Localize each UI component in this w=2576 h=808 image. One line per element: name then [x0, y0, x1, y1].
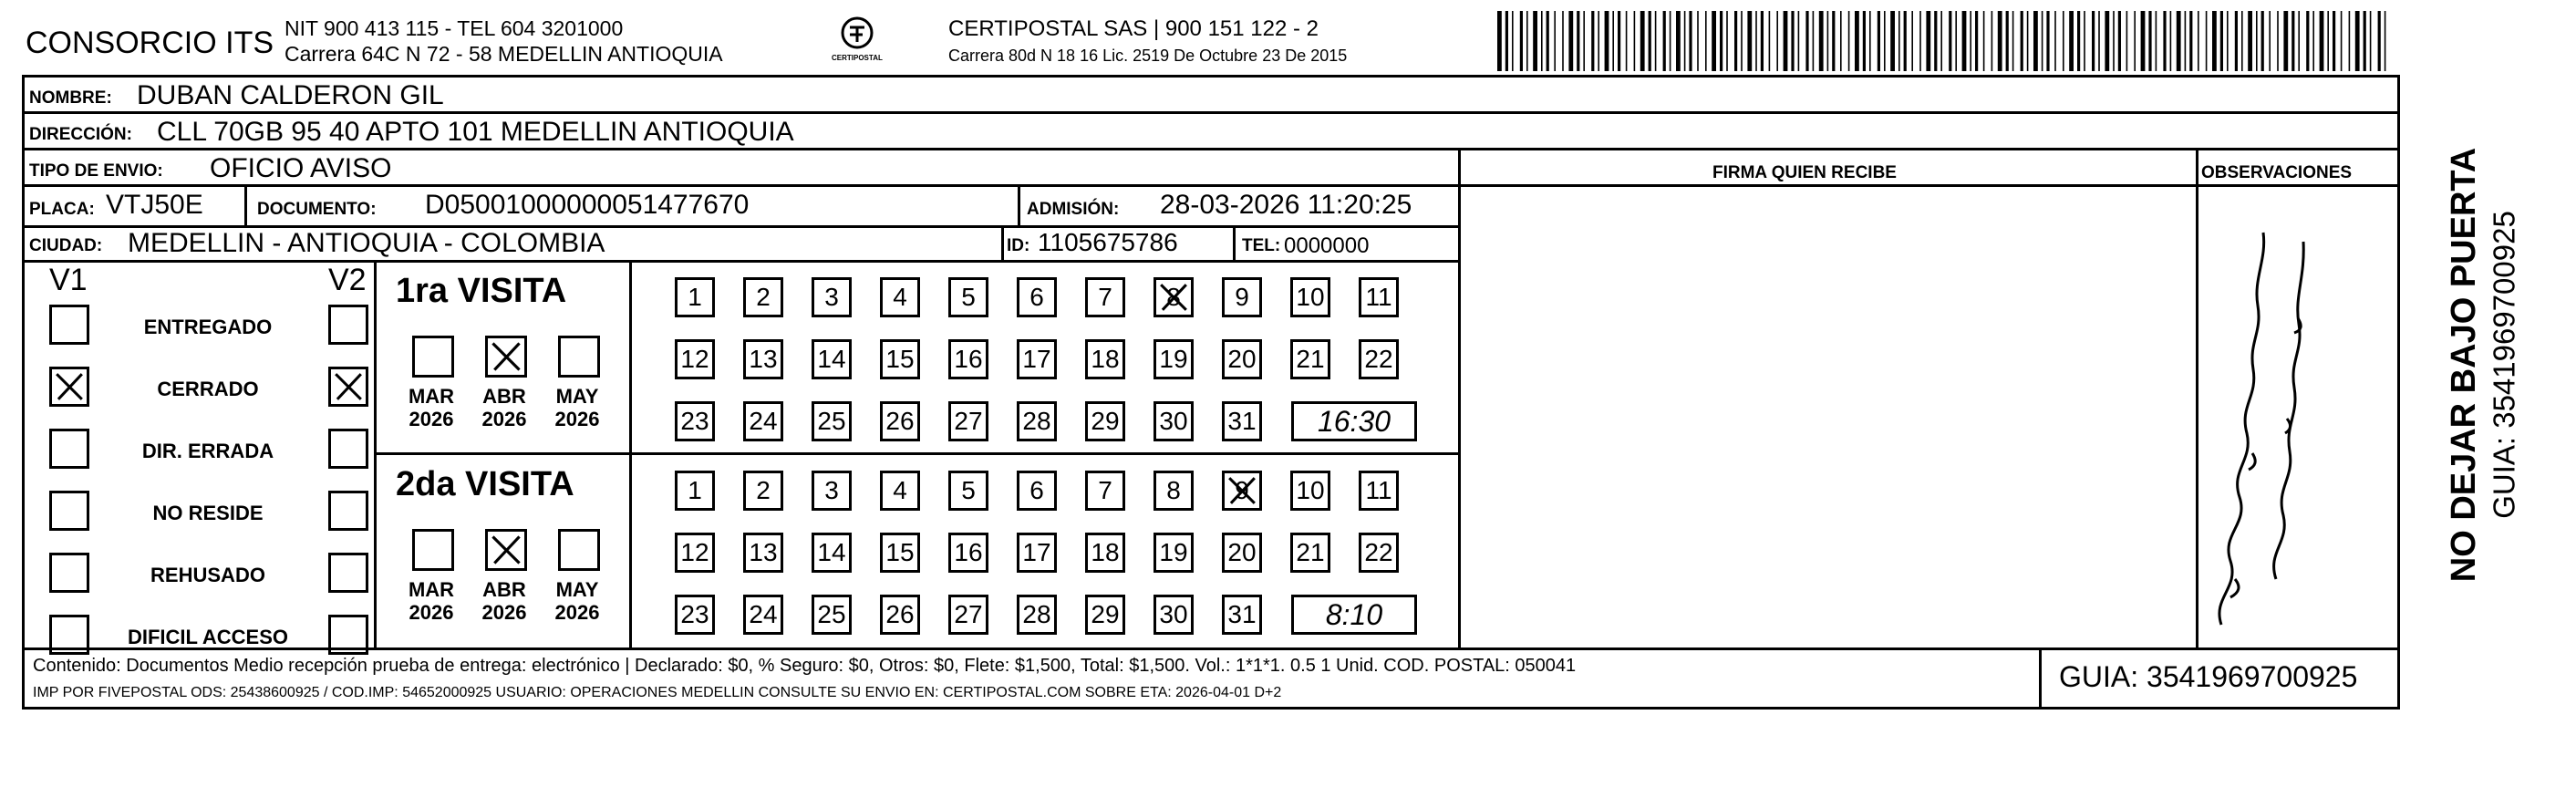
day-box[interactable] — [1359, 471, 1399, 511]
month-checkbox[interactable] — [485, 336, 527, 378]
status-label: DIR. ERRADA — [141, 440, 274, 462]
day-box[interactable] — [1085, 595, 1125, 635]
day-box[interactable] — [1017, 401, 1057, 441]
day-number: 5 — [961, 283, 976, 311]
certipostal-address: Carrera 80d N 18 16 Lic. 2519 De Octubre 23 De 2015 — [948, 47, 1348, 65]
visit-title: 2da VISITA — [396, 465, 574, 503]
day-box[interactable] — [1222, 339, 1262, 379]
day-box[interactable] — [675, 277, 715, 317]
tipo-envio-value: OFICIO AVISO — [210, 153, 392, 183]
day-number: 24 — [749, 600, 778, 628]
day-box[interactable] — [880, 339, 920, 379]
day-number: 29 — [1091, 600, 1120, 628]
visit-time: 8:10 — [1325, 598, 1383, 631]
day-number: 16 — [954, 538, 983, 566]
day-number: 14 — [817, 538, 846, 566]
firma-header: FIRMA QUIEN RECIBE — [1712, 163, 1897, 182]
day-number: 12 — [680, 345, 709, 373]
month-checkbox[interactable] — [485, 529, 527, 571]
day-number: 3 — [824, 476, 839, 504]
id-label: ID: — [1007, 236, 1030, 255]
direccion-value: CLL 70GB 95 40 APTO 101 MEDELLIN ANTIOQUIA — [157, 117, 794, 147]
day-number: 6 — [1029, 283, 1044, 311]
admision-label: ADMISIÓN: — [1027, 200, 1120, 219]
day-box[interactable] — [675, 401, 715, 441]
ciudad-label: CIUDAD: — [29, 236, 103, 255]
day-number: 25 — [817, 600, 846, 628]
day-box[interactable] — [1085, 401, 1125, 441]
day-number: 28 — [1022, 407, 1051, 435]
day-box[interactable] — [1359, 339, 1399, 379]
status-v2-checkbox[interactable] — [328, 429, 368, 469]
company-name: CONSORCIO ITS — [26, 26, 274, 60]
day-number: 13 — [749, 538, 778, 566]
month-year: 2026 — [554, 601, 600, 625]
day-box[interactable] — [880, 401, 920, 441]
day-number: 26 — [885, 600, 915, 628]
day-box[interactable] — [675, 595, 715, 635]
v2-header: V2 — [328, 263, 367, 297]
month-year: 2026 — [481, 408, 527, 431]
admision-value: 28-03-2026 11:20:25 — [1160, 190, 1412, 220]
day-box[interactable] — [1017, 595, 1057, 635]
day-box[interactable] — [743, 533, 783, 573]
day-box[interactable] — [880, 595, 920, 635]
day-number: 23 — [680, 600, 709, 628]
day-number: 29 — [1091, 407, 1120, 435]
status-v2-checkbox[interactable] — [328, 553, 368, 593]
day-box[interactable] — [743, 277, 783, 317]
tel-value: 0000000 — [1284, 233, 1370, 258]
day-number: 4 — [893, 283, 907, 311]
visit-time-box[interactable] — [1291, 401, 1417, 441]
month-label — [472, 578, 536, 625]
day-box[interactable] — [1085, 339, 1125, 379]
day-box[interactable] — [948, 595, 988, 635]
placa-value: VTJ50E — [106, 190, 203, 220]
day-box[interactable] — [880, 533, 920, 573]
day-number: 11 — [1365, 283, 1392, 311]
footer-imp: IMP POR FIVEPOSTAL ODS: 25438600925 / COD.IMP: 54652000925 USUARIO: OPERACIONES MEDELLIN CONSULTE SU ENVIO EN: CERTIPOSTAL.COM SOBRE ETA: 2026-04-01 D+2 — [33, 685, 1282, 700]
day-box[interactable] — [743, 595, 783, 635]
day-box[interactable] — [948, 277, 988, 317]
day-number: 9 — [1235, 476, 1249, 504]
day-box[interactable] — [1154, 471, 1194, 511]
day-box[interactable] — [812, 471, 852, 511]
day-number: 6 — [1029, 476, 1044, 504]
day-number: 10 — [1296, 283, 1325, 311]
day-number: 22 — [1364, 538, 1393, 566]
day-number: 17 — [1022, 345, 1051, 373]
placa-label: PLACA: — [29, 200, 95, 219]
day-box[interactable] — [948, 339, 988, 379]
tipo-envio-label: TIPO DE ENVIO: — [29, 161, 163, 181]
day-number: 7 — [1098, 476, 1112, 504]
certipostal-logo — [821, 15, 894, 69]
documento-label: DOCUMENTO: — [257, 200, 377, 219]
day-box[interactable] — [743, 401, 783, 441]
month-year: 2026 — [409, 408, 454, 431]
side-guia: GUIA: 3541969700925 — [2487, 211, 2521, 519]
day-number: 30 — [1159, 600, 1188, 628]
day-box[interactable] — [1085, 277, 1125, 317]
day-number: 30 — [1159, 407, 1188, 435]
documento-value: D05001000000051477670 — [425, 190, 750, 220]
day-number: 18 — [1091, 538, 1120, 566]
direccion-label: DIRECCIÓN: — [29, 125, 132, 144]
month-label — [399, 578, 463, 625]
day-box[interactable] — [1290, 277, 1330, 317]
day-box[interactable] — [1017, 277, 1057, 317]
day-number: 7 — [1098, 283, 1112, 311]
day-number: 2 — [756, 283, 771, 311]
day-box[interactable] — [1290, 339, 1330, 379]
day-box[interactable] — [1359, 277, 1399, 317]
day-box[interactable] — [1154, 277, 1194, 317]
day-number: 1 — [688, 476, 702, 504]
side-warning: NO DEJAR BAJO PUERTA — [2445, 147, 2483, 583]
day-number: 2 — [756, 476, 771, 504]
visit-title: 1ra VISITA — [396, 272, 567, 310]
day-box[interactable] — [812, 533, 852, 573]
month-year: 2026 — [554, 408, 600, 431]
day-number: 12 — [680, 538, 709, 566]
month-checkbox[interactable] — [412, 529, 454, 571]
day-box[interactable] — [1290, 471, 1330, 511]
id-value: 1105675786 — [1038, 228, 1178, 256]
day-box[interactable] — [1222, 401, 1262, 441]
month-label — [399, 385, 463, 431]
day-box[interactable] — [1154, 339, 1194, 379]
status-v2-checkbox[interactable] — [328, 367, 368, 407]
day-number: 25 — [817, 407, 846, 435]
logo-text: CERTIPOSTAL — [832, 54, 883, 62]
day-number: 18 — [1091, 345, 1120, 373]
month-label — [545, 578, 609, 625]
month-name: ABR — [482, 385, 526, 408]
day-number: 4 — [893, 476, 907, 504]
day-box[interactable] — [1085, 533, 1125, 573]
day-box[interactable] — [880, 471, 920, 511]
status-v1-checkbox[interactable] — [49, 615, 89, 655]
day-box[interactable] — [812, 595, 852, 635]
status-v1-checkbox[interactable] — [49, 429, 89, 469]
day-number: 20 — [1227, 345, 1257, 373]
tel-label: TEL: — [1242, 236, 1281, 255]
status-v1-checkbox[interactable] — [49, 491, 89, 531]
day-box[interactable] — [1154, 533, 1194, 573]
month-label — [472, 385, 536, 431]
day-box[interactable] — [948, 533, 988, 573]
day-number: 19 — [1159, 345, 1188, 373]
day-box[interactable] — [675, 339, 715, 379]
status-v1-checkbox[interactable] — [49, 367, 89, 407]
month-checkbox[interactable] — [558, 336, 600, 378]
certipostal-nit: CERTIPOSTAL SAS | 900 151 122 - 2 — [948, 16, 1319, 41]
month-label — [545, 385, 609, 431]
day-box[interactable] — [812, 339, 852, 379]
company-nit: NIT 900 413 115 - TEL 604 3201000 — [284, 16, 624, 40]
day-box[interactable] — [1222, 277, 1262, 317]
day-number: 8 — [1166, 476, 1181, 504]
day-number: 16 — [954, 345, 983, 373]
visit-time: 16:30 — [1317, 405, 1391, 438]
day-box[interactable] — [948, 401, 988, 441]
day-number: 11 — [1365, 476, 1392, 504]
status-v2-checkbox[interactable] — [328, 305, 368, 345]
day-number: 31 — [1227, 407, 1257, 435]
v1-header: V1 — [49, 263, 88, 297]
month-checkbox[interactable] — [558, 529, 600, 571]
footer-contenido: Contenido: Documentos Medio recepción prueba de entrega: electrónico | Declarado: $0, % Seguro: $0, Otros: $0, Flete: $1,500, Total: $1,500. Vol.: 1*1*1. 0.5 1 Unid. COD. POSTAL: 050041 — [33, 656, 1577, 676]
month-year: 2026 — [481, 601, 527, 625]
day-box[interactable] — [1222, 595, 1262, 635]
nombre-value: DUBAN CALDERON GIL — [137, 80, 444, 110]
month-year: 2026 — [409, 601, 454, 625]
barcode — [1497, 11, 2391, 71]
day-number: 15 — [885, 345, 915, 373]
day-number: 17 — [1022, 538, 1051, 566]
day-box[interactable] — [1290, 533, 1330, 573]
day-box[interactable] — [1222, 533, 1262, 573]
day-box[interactable] — [880, 277, 920, 317]
month-name: MAY — [555, 578, 599, 601]
day-box[interactable] — [675, 471, 715, 511]
month-checkbox[interactable] — [412, 336, 454, 378]
day-number: 21 — [1296, 538, 1325, 566]
day-box[interactable] — [812, 401, 852, 441]
day-number: 24 — [749, 407, 778, 435]
month-name: ABR — [482, 578, 526, 601]
handwritten-observation — [2203, 196, 2322, 643]
day-number: 14 — [817, 345, 846, 373]
day-box[interactable] — [1359, 533, 1399, 573]
day-number: 3 — [824, 283, 839, 311]
company-address: Carrera 64C N 72 - 58 MEDELLIN ANTIOQUIA — [284, 42, 723, 66]
day-box[interactable] — [1154, 595, 1194, 635]
day-number: 15 — [885, 538, 915, 566]
footer-guia: GUIA: 3541969700925 — [2059, 660, 2358, 693]
status-label: CERRADO — [157, 378, 259, 400]
day-number: 23 — [680, 407, 709, 435]
day-number: 1 — [688, 283, 702, 311]
day-box[interactable] — [743, 471, 783, 511]
day-number: 20 — [1227, 538, 1257, 566]
status-v2-checkbox[interactable] — [328, 491, 368, 531]
status-label: ENTREGADO — [143, 316, 273, 338]
day-box[interactable] — [812, 277, 852, 317]
day-number: 9 — [1235, 283, 1249, 311]
day-number: 22 — [1364, 345, 1393, 373]
day-number: 19 — [1159, 538, 1188, 566]
day-number: 27 — [954, 407, 983, 435]
month-name: MAR — [408, 578, 455, 601]
status-v2-checkbox[interactable] — [328, 615, 368, 655]
nombre-label: NOMBRE: — [29, 88, 112, 108]
status-v1-checkbox[interactable] — [49, 553, 89, 593]
day-box[interactable] — [1222, 471, 1262, 511]
visit-time-box[interactable] — [1291, 595, 1417, 635]
ciudad-value: MEDELLIN - ANTIOQUIA - COLOMBIA — [128, 228, 605, 258]
status-label: DIFICIL ACCESO — [127, 626, 288, 648]
day-box[interactable] — [1017, 533, 1057, 573]
day-number: 28 — [1022, 600, 1051, 628]
month-name: MAY — [555, 385, 599, 408]
day-box[interactable] — [1154, 401, 1194, 441]
day-number: 5 — [961, 476, 976, 504]
day-box[interactable] — [1017, 339, 1057, 379]
day-number: 26 — [885, 407, 915, 435]
day-number: 21 — [1296, 345, 1325, 373]
day-number: 31 — [1227, 600, 1257, 628]
status-v1-checkbox[interactable] — [49, 305, 89, 345]
day-number: 27 — [954, 600, 983, 628]
day-box[interactable] — [1085, 471, 1125, 511]
status-label: NO RESIDE — [152, 502, 264, 524]
day-number: 8 — [1166, 283, 1181, 311]
day-box[interactable] — [675, 533, 715, 573]
day-box[interactable] — [743, 339, 783, 379]
day-box[interactable] — [1017, 471, 1057, 511]
day-number: 10 — [1296, 476, 1325, 504]
day-box[interactable] — [948, 471, 988, 511]
observaciones-header: OBSERVACIONES — [2201, 163, 2353, 182]
month-name: MAR — [408, 385, 455, 408]
status-label: REHUSADO — [150, 564, 265, 586]
day-number: 13 — [749, 345, 778, 373]
